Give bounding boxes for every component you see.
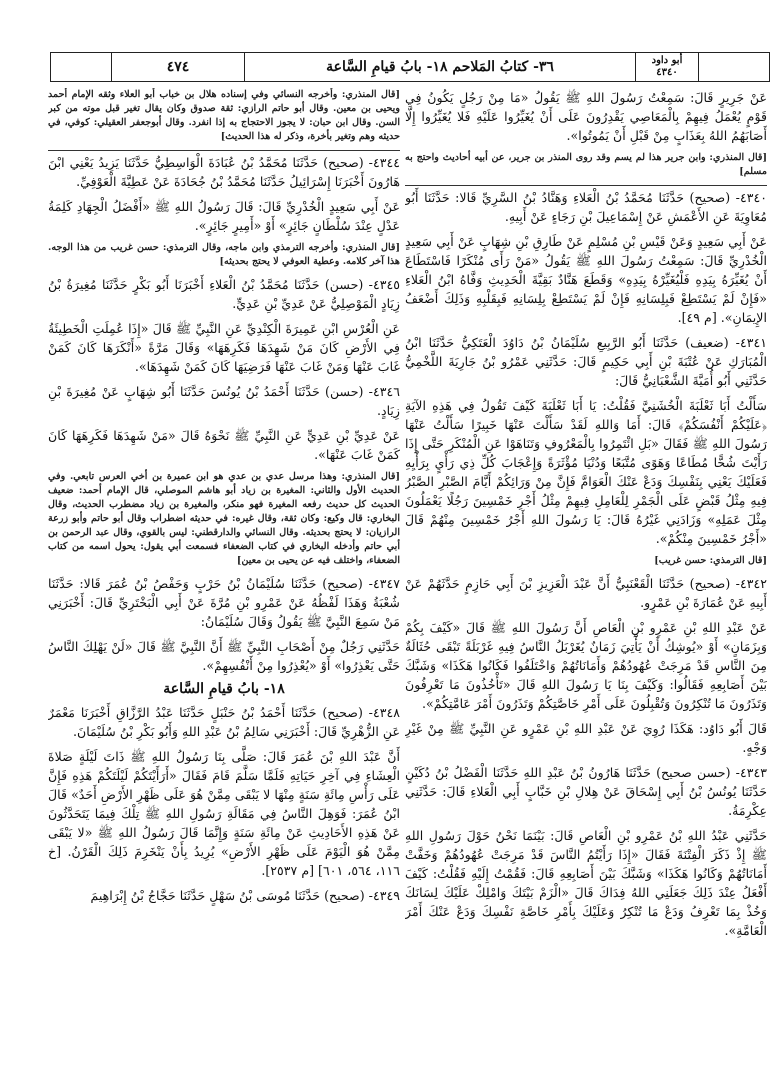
- hadith-4343-matn: حَدَّثَنِي عَبْدُ اللهِ بْنُ عَمْرِو بْنِ الْعَاصِ قَالَ: بَيْنَمَا نَحْنُ حَوْلَ رَسُولِ اللهِ ﷺ إِذْ ذَكَرَ الْفِتْنَةَ فَقَالَ «إِذَا رَأَيْتُمُ النَّاسَ قَدْ مَرِجَتْ عُهُودُهُمْ وَخَفَّتْ أَمَانَاتُهُمْ وَكَانُوا هَكَذَا» وَشَبَّكَ بَيْنَ أَصَابِعِهِ قَالَ: فَقُمْتُ إِلَيْهِ فَقُلْتُ: كَيْفَ أَفْعَلُ عِنْدَ ذَلِكَ جَعَلَنِي اللهُ فِدَاكَ قَالَ «الْزَمْ بَيْتَكَ وَامْلِكْ عَلَيْكَ لِسَانَكَ وَخُذْ بِمَا تَعْرِفُ وَدَعْ مَا تُنْكِرُ وَعَلَيْكَ بِأَمْرِ خَاصَّةِ نَفْسِكَ وَدَعْ عَنْكَ أَمْرَ الْعَامَّةِ».: [405, 828, 767, 938]
- text-block: عَنْ جَرِيرٍ قَالَ: سَمِعْتُ رَسُولَ اللهِ ﷺ يَقُولُ «مَا مِنْ رَجُلٍ يَكُونُ فِي قَوْمٍ يُعْمَلُ فِيهِمْ بِالْمَعَاصِي يَقْدِرُونَ عَلَى أَنْ يُغَيِّرُوا عَلَيْهِ فَلا يُغَيِّرُوا إِلَّا أَصَابَهُمُ اللهُ بِعَذَابٍ مِنْ قَبْلِ أَنْ يَمُوتُوا».: [405, 90, 767, 143]
- hadith-4340-isnad: ٤٣٤٠- (صحيح) حَدَّثَنَا مُحَمَّدُ بْنُ الْعَلاءِ وَهَنَّادُ بْنُ السَّرِيِّ قَالا: حَدَّثَنَا أَبُو مُعَاوِيَةَ عَنِ الأَعْمَشِ عَنْ إِسْمَاعِيلَ بْنِ رَجَاءٍ عَنْ أَبِيهِ.: [405, 190, 767, 224]
- commentary-note: [قال الترمذي: حسن غريب]: [654, 555, 767, 566]
- divider: [48, 150, 400, 151]
- hadith-4343-isnad: ٤٣٤٣- (حسن صحيح) حَدَّثَنَا هَارُونُ بْنُ عَبْدِ اللهِ حَدَّثَنَا الْفَضْلُ بْنُ دُكَيْنٍ حَدَّثَنَا يُونُسُ بْنُ أَبِي إِسْحَاقَ عَنْ هِلالِ بْنِ خَبَّابٍ أَبِي الْعَلاءِ قَالَ: حَدَّثَنِي عِكْرِمَةُ.: [405, 765, 767, 818]
- header-blank-left: [51, 53, 112, 81]
- header-blank-right: [699, 53, 769, 81]
- book-label: [636, 53, 699, 81]
- hadith-4346-isnad: ٤٣٤٦- (حسن) حَدَّثَنَا أَحْمَدُ بْنُ يُونُسَ حَدَّثَنَا أَبُو شِهَابٍ عَنْ مُغِيرَةَ بْنِ زِيَادٍ.: [48, 384, 400, 418]
- hadith-4345-isnad: ٤٣٤٥- (حسن) حَدَّثَنَا مُحَمَّدُ بْنُ الْعَلاءِ أَخْبَرَنَا أَبُو بَكْرٍ حَدَّثَنَا مُغِيرَةُ بْنُ زِيَادٍ الْمَوْصِلِيُّ عَنْ عَدِيِّ بْنِ عَدِيٍّ.: [48, 277, 400, 311]
- commentary-note: [قال المنذري: وابن جرير هذا لم يسم وقد روى المنذر بن جرير، عن أبيه أحاديث واحتج به مسلم]: [405, 152, 767, 177]
- hadith-4344-matn: عَنْ أَبِي سَعِيدٍ الْخُدْرِيِّ قَالَ: قَالَ رَسُولُ اللهِ ﷺ «أَفْضَلُ الْجِهَادِ كَلِمَةُ عَدْلٍ عِنْدَ سُلْطَانٍ جَائِرٍ» أَوْ «أَمِيرٍ جَائِرٍ».: [48, 199, 400, 233]
- hadith-4348-matn: أَنَّ عَبْدَ اللهِ بْنَ عُمَرَ قَالَ: صَلَّى بِنَا رَسُولُ اللهِ ﷺ ذَاتَ لَيْلَةٍ صَلاةَ الْعِشَاءِ فِي آخِرِ حَيَاتِهِ فَلَمَّا سَلَّمَ قَامَ فَقَالَ «أَرَأَيْتَكُمْ لَيْلَتَكُمْ هَذِهِ فَإِنَّ عَلَى رَأْسِ مِائَةِ سَنَةٍ مِنْهَا لا يَبْقَى مِمَّنْ هُوَ عَلَى ظَهْرِ الأَرْضِ أَحَدٌ» قَالَ ابْنُ عُمَرَ: فَوَهِلَ النَّاسُ فِي مَقَالَةِ رَسُولِ اللهِ ﷺ تِلْكَ فِيمَا يَتَحَدَّثُونَ عَنْ هَذِهِ الأَحَادِيثِ عَنْ مِائَةِ سَنَةٍ وَإِنَّمَا قَالَ رَسُولُ اللهِ ﷺ «لا يَبْقَى مِمَّنْ هُوَ الْيَوْمَ عَلَى ظَهْرِ الأَرْضِ» يُرِيدُ بِأَنْ يَنْخَرِمَ ذَلِكَ الْقَرْنُ. [خ ١١٦، ٥٦٤، ٦٠١] [م ٢٥٣٧].: [48, 749, 400, 878]
- left-column: [48, 88, 400, 1078]
- chapter-heading: ١٨- بابُ قيامِ السَّاعة: [163, 681, 285, 697]
- hadith-range: ٤٣٤٠: [656, 67, 678, 78]
- hadith-4341-matn: سَأَلْتُ أَبَا ثَعْلَبَةَ الْخُشَنِيَّ فَقُلْتُ: يَا أَبَا ثَعْلَبَةَ كَيْفَ تَقُولُ فِي هَذِهِ الآيَةِ ﴿عَلَيْكُمْ أَنْفُسَكُمْ﴾ قَالَ: أَمَا وَاللهِ لَقَدْ سَأَلْتَ عَنْهَا خَبِيرًا سَأَلْتُ عَنْهَا رَسُولَ اللهِ ﷺ فَقَالَ «بَلِ ائْتَمِرُوا بِالْمَعْرُوفِ وَتَنَاهَوْا عَنِ الْمُنْكَرِ حَتَّى إِذَا رَأَيْتَ شُحًّا مُطَاعًا وَهَوًى مُتَّبَعًا وَدُنْيَا مُؤْثَرَةً وَإِعْجَابَ كُلِّ ذِي رَأْيٍ بِرَأْيِهِ فَعَلَيْكَ يَعْنِي بِنَفْسِكَ وَدَعْ عَنْكَ الْعَوَامَّ فَإِنَّ مِنْ وَرَائِكُمْ أَيَّامَ الصَّبْرِ الصَّبْرُ فِيهِ مِثْلُ قَبْضٍ عَلَى الْجَمْرِ لِلْعَامِلِ فِيهِمْ مِثْلُ أَجْرِ خَمْسِينَ رَجُلًا يَعْمَلُونَ مِثْلَ عَمَلِهِ» وَزَادَنِي غَيْرُهُ قَالَ: يَا رَسُولَ اللهِ أَجْرُ خَمْسِينَ مِنْهُمْ قَالَ «أَجْرُ خَمْسِينَ مِنْكُمْ».: [405, 398, 767, 546]
- hadith-4349-isnad: ٤٣٤٩- (صحيح) حَدَّثَنَا مُوسَى بْنُ سَهْلٍ حَدَّثَنَا حَجَّاجُ بْنُ إِبْرَاهِيمَ: [90, 888, 400, 903]
- hadith-4342-matn: عَنْ عَبْدِ اللهِ بْنِ عَمْرِو بْنِ الْعَاصِ أَنَّ رَسُولَ اللهِ ﷺ قَالَ «كَيْفَ بِكُمْ وَبِزَمَانٍ» أَوْ «يُوشِكُ أَنْ يَأْتِيَ زَمَانٌ يُغَرْبَلُ النَّاسُ فِيهِ غَرْبَلَةً تَبْقَى حُثَالَةٌ مِنَ النَّاسِ قَدْ مَرِجَتْ عُهُودُهُمْ وَأَمَانَاتُهُمْ وَاخْتَلَفُوا فَكَانُوا هَكَذَا» وَشَبَّكَ بَيْنَ أَصَابِعِهِ فَقَالُوا: وَكَيْفَ بِنَا يَا رَسُولَ اللهِ قَالَ «تَأْخُذُونَ مَا تَعْرِفُونَ وَتَذَرُونَ مَا تُنْكِرُونَ وَتُقْبِلُونَ عَلَى أَمْرِ خَاصَّتِكُمْ وَتَذَرُونَ أَمْرَ عَامَّتِكُمْ».: [405, 620, 767, 711]
- hadith-4341-isnad: ٤٣٤١- (ضعيف) حَدَّثَنَا أَبُو الرَّبِيعِ سُلَيْمَانُ بْنُ دَاوُدَ الْعَتَكِيُّ حَدَّثَنَا ابْنُ الْمُبَارَكِ عَنْ عُتْبَةَ بْنِ أَبِي حَكِيمٍ قَالَ: حَدَّثَنِي عَمْرُو بْنُ جَارِيَةَ اللَّخْمِيُّ حَدَّثَنِي أَبُو أُمَيَّةَ الشَّعْبَانِيُّ قَالَ:: [405, 335, 767, 388]
- hadith-4347-matn: حَدَّثَنِي رَجُلٌ مِنْ أَصْحَابِ النَّبِيِّ ﷺ أَنَّ النَّبِيَّ ﷺ قَالَ «لَنْ يَهْلِكَ النَّاسُ حَتَّى يَعْذِرُوا» أَوْ «يُعْذِرُوا مِنْ أَنْفُسِهِمْ».: [48, 639, 400, 673]
- running-header: [50, 52, 770, 82]
- abu-dawud-remark: قَالَ أَبُو دَاوُد: هَكَذَا رُوِيَ عَنْ عَبْدِ اللهِ بْنِ عَمْرٍو عَنِ النَّبِيِّ ﷺ مِنْ غَيْرِ وَجْهٍ.: [405, 721, 767, 755]
- divider: [405, 185, 767, 186]
- hadith-4347-isnad: ٤٣٤٧- (صحيح) حَدَّثَنَا سُلَيْمَانُ بْنُ حَرْبٍ وَحَفْصُ بْنُ عُمَرَ قَالا: حَدَّثَنَا شُعْبَةُ وَهَذَا لَفْظُهُ عَنْ عَمْرِو بْنِ مُرَّةَ عَنْ أَبِي الْبَخْتَرِيِّ قَالَ: أَخْبَرَنِي مَنْ سَمِعَ النَّبِيَّ ﷺ يَقُولُ وَقَالَ سُلَيْمَانُ:: [48, 576, 400, 629]
- chapter-title: ٣٦- كتابُ المَلاحم ١٨- بابُ قيامِ السَّاعة: [245, 53, 636, 81]
- hadith-4340-matn: عَنْ أَبِي سَعِيدٍ وَعَنْ قَيْسِ بْنِ مُسْلِمٍ عَنْ طَارِقِ بْنِ شِهَابٍ عَنْ أَبِي سَعِيدٍ الْخُدْرِيِّ قَالَ: سَمِعْتُ رَسُولَ اللهِ ﷺ يَقُولُ «مَنْ رَأَى مُنْكَرًا فَاسْتَطَاعَ أَنْ يُغَيِّرَهُ بِيَدِهِ فَلْيُغَيِّرْهُ بِيَدِهِ» وَقَطَعَ هَنَّادٌ بَقِيَّةَ الْحَدِيثِ وَفَّاهُ ابْنُ الْعَلاءِ «فَإِنْ لَمْ يَسْتَطِعْ فَبِلِسَانِهِ فَإِنْ لَمْ يَسْتَطِعْ بِلِسَانِهِ فَبِقَلْبِهِ وَذَلِكَ أَضْعَفُ الإِيمَانِ». [م ٤٩].: [405, 234, 767, 325]
- commentary-note: [قال المنذري: وأخرجه الترمذي وابن ماجه، وقال الترمذي: حسن غريب من هذا الوجه. هذا آخر كلامه. وعطية العوفي لا يحتج بحديثه]: [48, 242, 400, 267]
- page-number: ٤٧٤: [112, 53, 245, 81]
- right-column: [405, 88, 767, 1078]
- hadith-4346-matn: عَنْ عَدِيِّ بْنِ عَدِيٍّ عَنِ النَّبِيِّ ﷺ نَحْوَهُ قَالَ «مَنْ شَهِدَهَا فَكَرِهَهَا كَانَ كَمَنْ غَابَ عَنْهَا».: [48, 428, 400, 462]
- hadith-4345-matn: عَنِ الْعُرْسِ ابْنِ عَمِيرَةَ الْكِنْدِيِّ عَنِ النَّبِيِّ ﷺ قَالَ «إِذَا عُمِلَتِ الْخَطِيئَةُ فِي الأَرْضِ كَانَ مَنْ شَهِدَهَا فَكَرِهَهَا» وَقَالَ مَرَّةً «أَنْكَرَهَا كَانَ كَمَنْ غَابَ عَنْهَا وَمَنْ غَابَ عَنْهَا فَرَضِيَهَا كَانَ كَمَنْ شَهِدَهَا».: [48, 321, 400, 374]
- hadith-4342-isnad: ٤٣٤٢- (صحيح) حَدَّثَنَا الْقَعْنَبِيُّ أَنَّ عَبْدَ الْعَزِيزِ بْنَ أَبِي حَازِمٍ حَدَّثَهُمْ عَنْ أَبِيهِ عَنْ عُمَارَةَ بْنِ عَمْرٍو.: [405, 576, 767, 610]
- commentary-note: [قال المنذري: وأخرجه النسائي وفي إسناده هلال بن خباب أبو العلاء وثقه الإمام أحمد ويحيى بن معين. وقال أبو حاتم الرازي: ثقة صدوق وكان يقال تغير قبل موته من كبر السن. وقال ابن حبان: لا يجوز الاحتجاج به إذا انفرد. وقال أبوجعفر العقيلي: كوفي، في حديثه وهم وتغير بأخرة، وذكر له هذا الحديث]: [48, 89, 400, 142]
- hadith-4344-isnad: ٤٣٤٤- (صحيح) حَدَّثَنَا مُحَمَّدُ بْنُ عُبَادَةَ الْوَاسِطِيُّ حَدَّثَنَا يَزِيدُ يَعْنِي ابْنَ هَارُونَ أَخْبَرَنَا إِسْرَائِيلُ حَدَّثَنَا مُحَمَّدُ بْنُ جُحَادَةَ عَنْ عَطِيَّةَ الْعَوْفِيِّ.: [48, 155, 400, 189]
- book-name: أبو داود: [651, 55, 683, 66]
- hadith-4348-isnad: ٤٣٤٨- (صحيح) حَدَّثَنَا أَحْمَدُ بْنُ حَنْبَلٍ حَدَّثَنَا عَبْدُ الرَّزَّاقِ أَخْبَرَنَا مَعْمَرٌ عَنِ الزُّهْرِيِّ قَالَ: أَخْبَرَنِي سَالِمُ بْنُ عَبْدِ اللهِ وَأَبُو بَكْرِ بْنُ سُلَيْمَانَ.: [48, 705, 400, 739]
- commentary-note: [قال المنذري: وهذا مرسل عدي بن عدي هو ابن عميرة بن أخي العرس تابعي. وفي الحديث الأول والثاني: المغيرة بن زياد أبو هاشم الموصلي، قال الإمام أحمد: ضعيف الحديث كل حديث رفعه المغيرة فهو منكر، والمغيرة بن زياد مضطرب الحديث، وقال البخاري: قال وكيع: وكان ثقة، وقال غيره: في حديثه اضطراب وقال أبو حاتم وأبو زرعة الرازيان: لا يحتج بحديثه. وقال النسائي والدارقطني: ليس بالقوي، وقال عبد الرحمن بن أبي حاتم وأدخله البخاري في كتاب الضعفاء فسمعت أبي يقول: يحول اسمه من كتاب الضعفاء، واختلف فيه عن يحيى بن معين]: [48, 471, 400, 566]
